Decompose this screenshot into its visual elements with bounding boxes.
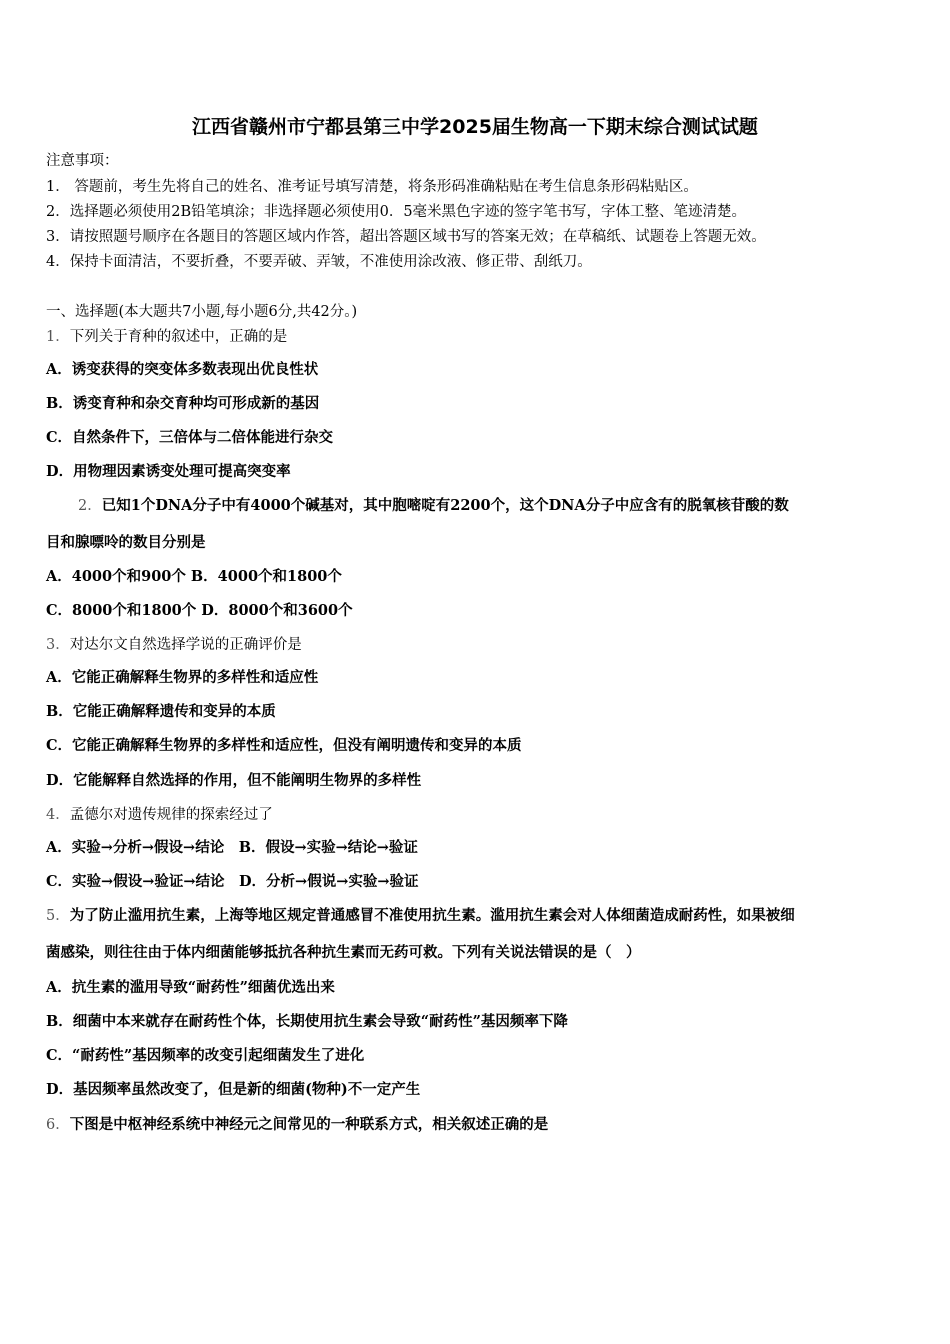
question-5-stem-line2: 菌感染，则往往由于体内细菌能够抵抗各种抗生素而无药可救。下列有关说法错误的是（ ） xyxy=(46,944,641,961)
q3-option-a: A．它能正确解释生物界的多样性和适应性 xyxy=(46,669,319,686)
question-6-stem xyxy=(46,1116,548,1134)
notice-item-3: 3．请按照题号顺序在各题目的答题区域内作答，超出答题区域书写的答案无效；在草稿纸、试题卷上答题无效。 xyxy=(46,229,766,245)
question-number: 4． xyxy=(46,807,70,823)
q5-option-d: D．基因频率虽然改变了，但是新的细菌(物种)不一定产生 xyxy=(46,1081,421,1098)
notice-item-2: 2．选择题必须使用2B铅笔填涂；非选择题必须使用0．5毫米黑色字迹的签字笔书写，字体工整、笔迹清楚。 xyxy=(46,204,747,220)
notice-item-1: 1． 答题前，考生先将自己的姓名、准考证号填写清楚，将条形码准确粘贴在考生信息条形码粘贴区。 xyxy=(46,179,698,195)
question-1-stem xyxy=(46,328,287,346)
page-title: 江西省赣州市宁都县第三中学2025届生物高一下期末综合测试试题 xyxy=(192,116,758,138)
question-text: 对达尔文自然选择学说的正确评价是 xyxy=(69,637,302,653)
notice-heading: 注意事项： xyxy=(46,153,119,169)
question-3-stem xyxy=(46,636,302,654)
question-text: 下图是中枢神经系统中神经元之间常见的一种联系方式，相关叙述正确的是 xyxy=(69,1116,549,1133)
q3-option-d: D．它能解释自然选择的作用，但不能阐明生物界的多样性 xyxy=(46,772,422,789)
q2-options-ab: A．4000个和900个 B．4000个和1800个 xyxy=(46,568,342,585)
q1-option-a: A．诱变获得的突变体多数表现出优良性状 xyxy=(46,361,319,378)
q4-options-cd: C．实验→假设→验证→结论 D．分析→假说→实验→验证 xyxy=(46,873,419,890)
q1-option-c: C．自然条件下，三倍体与二倍体能进行杂交 xyxy=(46,429,334,446)
question-number: 6． xyxy=(46,1117,70,1133)
q2-options-cd: C．8000个和1800个 D．8000个和3600个 xyxy=(46,602,353,619)
question-text: 下列关于育种的叙述中，正确的是 xyxy=(69,329,288,345)
question-text: 已知1个DNA分子中有4000个碱基对，其中胞嘧啶有2200个，这个DNA分子中应含有的脱氧核苷酸的数 xyxy=(101,497,789,514)
q3-option-b: B．它能正确解释遗传和变异的本质 xyxy=(46,703,276,720)
question-text: 孟德尔对遗传规律的探索经过了 xyxy=(69,807,273,823)
question-5-stem-line1 xyxy=(46,907,795,925)
q3-option-c: C．它能正确解释生物界的多样性和适应性，但没有阐明遗传和变异的本质 xyxy=(46,737,522,754)
q5-option-c: C．“耐药性”基因频率的改变引起细菌发生了进化 xyxy=(46,1047,365,1064)
question-2-stem-line1 xyxy=(78,497,789,515)
q1-option-b: B．诱变育种和杂交育种均可形成新的基因 xyxy=(46,395,320,412)
q1-option-d: D．用物理因素诱变处理可提高突变率 xyxy=(46,463,291,480)
q5-option-b: B．细菌中本来就存在耐药性个体，长期使用抗生素会导致“耐药性”基因频率下降 xyxy=(46,1013,568,1030)
section-heading: 一、选择题(本大题共7小题,每小题6分,共42分。) xyxy=(46,304,358,320)
question-number: 3． xyxy=(46,637,70,653)
q4-options-ab: A．实验→分析→假设→结论 B．假设→实验→结论→验证 xyxy=(46,839,418,856)
question-2-stem-line2: 目和腺嘌呤的数目分别是 xyxy=(46,534,206,551)
question-text: 为了防止滥用抗生素，上海等地区规定普通感冒不准使用抗生素。滥用抗生素会对人体细菌造成耐药性，如果被细 xyxy=(69,907,795,924)
question-number: 2． xyxy=(78,498,102,514)
notice-item-4: 4．保持卡面清洁，不要折叠，不要弄破、弄皱，不准使用涂改液、修正带、刮纸刀。 xyxy=(46,254,592,270)
q5-option-a: A．抗生素的滥用导致“耐药性”细菌优选出来 xyxy=(46,979,335,996)
question-number: 1． xyxy=(46,329,70,345)
question-4-stem xyxy=(46,806,273,824)
question-number: 5． xyxy=(46,908,70,924)
